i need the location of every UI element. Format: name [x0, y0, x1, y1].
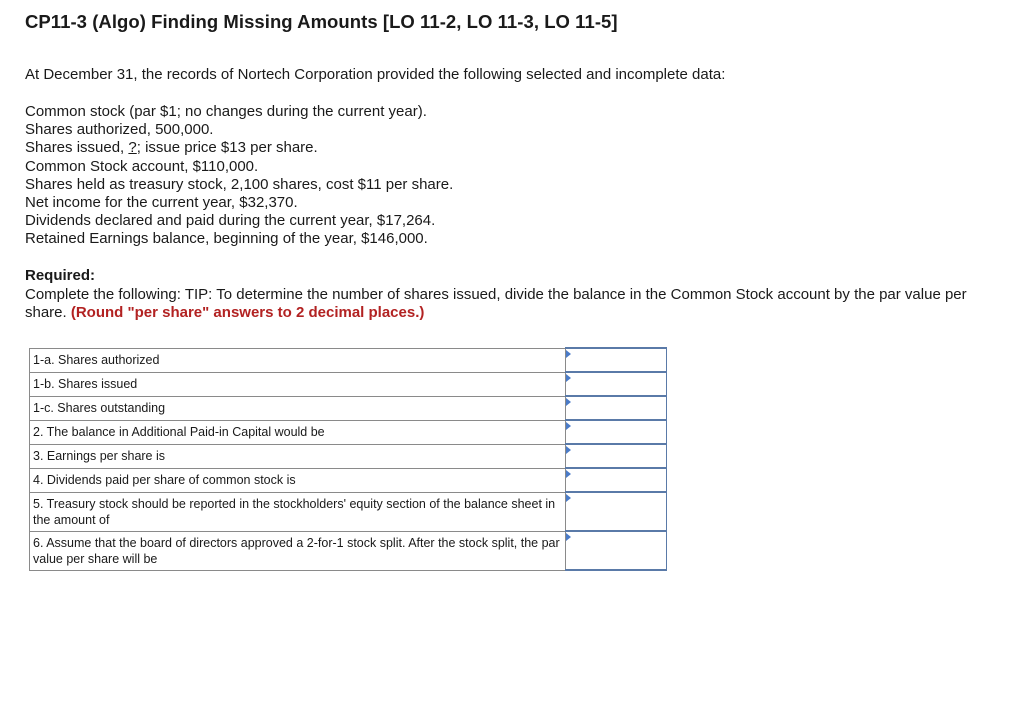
fact-cs-account: Common Stock account, $110,000. — [25, 157, 259, 175]
answer-input-2[interactable] — [566, 425, 666, 440]
fact-issued — [25, 139, 453, 157]
answer-cell — [566, 420, 667, 444]
required-text — [25, 286, 990, 322]
rounding-note: (Round "per share" answers to 2 decimal places.) — [70, 304, 425, 321]
row-label: 1-a. Shares authorized — [30, 348, 566, 372]
input-marker-icon — [566, 374, 571, 382]
answer-cell — [566, 468, 667, 492]
answer-cell — [566, 396, 667, 420]
input-marker-icon — [566, 533, 571, 541]
fact-treasury: Shares held as treasury stock, 2,100 shares, cost $11 per share. — [25, 175, 454, 193]
answer-cell — [566, 348, 667, 372]
table-row — [30, 372, 667, 396]
answer-input-6[interactable] — [566, 543, 666, 558]
input-marker-icon — [566, 350, 571, 358]
row-label: 4. Dividends paid per share of common stock is — [30, 468, 566, 492]
answer-input-1b[interactable] — [566, 377, 666, 392]
answer-input-1c[interactable] — [566, 401, 666, 416]
answer-cell — [566, 531, 667, 570]
table-row — [30, 420, 667, 444]
fact-issued-prefix: Shares issued, — [25, 139, 129, 157]
table-row — [30, 348, 667, 372]
row-label: 2. The balance in Additional Paid-in Capital would be — [30, 420, 566, 444]
fact-net-income: Net income for the current year, $32,370. — [25, 194, 298, 212]
input-marker-icon — [566, 446, 571, 454]
table-row — [30, 468, 667, 492]
answer-input-5[interactable] — [566, 504, 666, 519]
required-instructions: Complete the following: TIP: To determine the number of shares issued, divide the balance in the Common Stock account by the par value per share. — [25, 286, 967, 321]
row-label: 3. Earnings per share is — [30, 444, 566, 468]
required-label: Required: — [25, 267, 96, 284]
answer-cell — [566, 444, 667, 468]
problem-title: CP11-3 (Algo) Finding Missing Amounts [LO 11-2, LO 11-3, LO 11-5] — [25, 11, 618, 32]
fact-retained: Retained Earnings balance, beginning of the year, $146,000. — [25, 230, 428, 248]
fact-authorized: Shares authorized, 500,000. — [25, 121, 214, 139]
fact-dividends: Dividends declared and paid during the current year, $17,264. — [25, 212, 436, 230]
table-row — [30, 492, 667, 531]
input-marker-icon — [566, 470, 571, 478]
answer-cell — [566, 372, 667, 396]
row-label: 6. Assume that the board of directors approved a 2-for-1 stock split. After the stock split, the par value per share will be — [30, 531, 566, 570]
row-label: 1-c. Shares outstanding — [30, 396, 566, 420]
table-row — [30, 531, 667, 570]
row-label: 5. Treasury stock should be reported in the stockholders' equity section of the balance sheet in the amount of — [30, 492, 566, 531]
input-marker-icon — [566, 422, 571, 430]
input-marker-icon — [566, 494, 571, 502]
row-label: 1-b. Shares issued — [30, 372, 566, 396]
answer-input-4[interactable] — [566, 473, 666, 488]
facts-list — [25, 103, 453, 249]
answer-input-3[interactable] — [566, 449, 666, 464]
input-marker-icon — [566, 398, 571, 406]
answer-input-1a[interactable] — [566, 353, 666, 368]
fact-issued-suffix: ; issue price $13 per share. — [136, 139, 318, 157]
table-row — [30, 396, 667, 420]
answer-table — [29, 347, 667, 571]
table-row — [30, 444, 667, 468]
fact-issued-question: ? — [128, 139, 137, 157]
intro-text: At December 31, the records of Nortech Corporation provided the following selected and incomplete data: — [25, 66, 726, 83]
fact-common-stock: Common stock (par $1; no changes during the current year). — [25, 103, 427, 120]
answer-cell — [566, 492, 667, 531]
